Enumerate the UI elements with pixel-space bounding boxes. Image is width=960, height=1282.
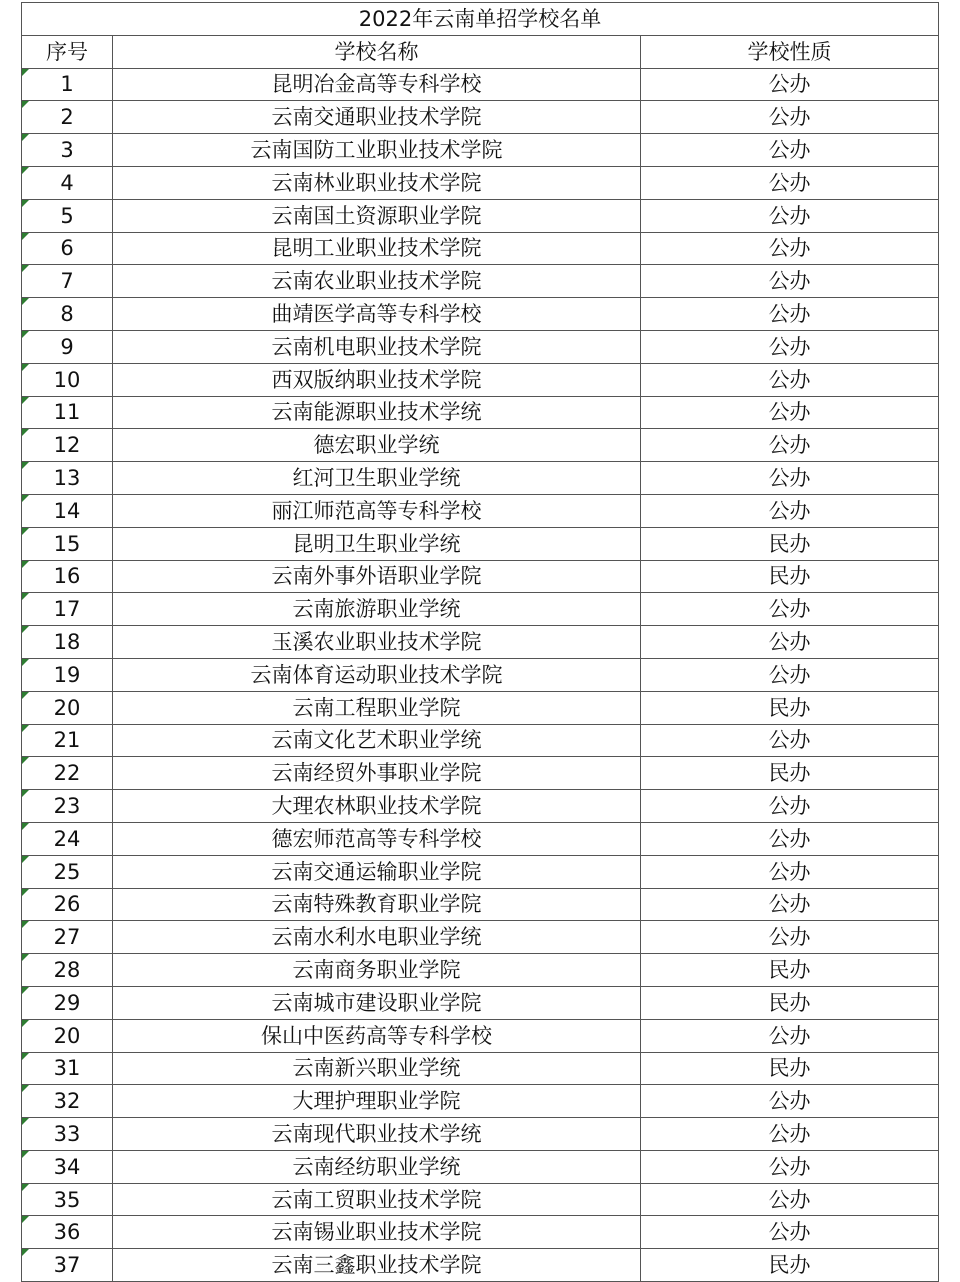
cell-number: 34 bbox=[22, 1150, 113, 1183]
cell-number: 1 bbox=[22, 68, 113, 101]
cell-school-type: 公办 bbox=[641, 888, 939, 921]
cell-school-type: 公办 bbox=[641, 1216, 939, 1249]
cell-number: 19 bbox=[22, 658, 113, 691]
table-row bbox=[22, 1052, 939, 1085]
cell-school-type: 民办 bbox=[641, 527, 939, 560]
table-row bbox=[22, 68, 939, 101]
cell-school-type: 公办 bbox=[641, 494, 939, 527]
cell-number: 20 bbox=[22, 691, 113, 724]
table-row bbox=[22, 134, 939, 167]
table-row bbox=[22, 757, 939, 790]
cell-number: 20 bbox=[22, 1019, 113, 1052]
cell-school-name: 云南新兴职业学统 bbox=[113, 1052, 641, 1085]
cell-school-type: 民办 bbox=[641, 954, 939, 987]
cell-school-type: 公办 bbox=[641, 232, 939, 265]
table-row bbox=[22, 1085, 939, 1118]
table-row bbox=[22, 626, 939, 659]
cell-school-name: 云南机电职业技术学院 bbox=[113, 330, 641, 363]
cell-school-type: 公办 bbox=[641, 363, 939, 396]
table-row bbox=[22, 494, 939, 527]
table-row bbox=[22, 986, 939, 1019]
cell-number: 29 bbox=[22, 986, 113, 1019]
cell-school-name: 昆明工业职业技术学院 bbox=[113, 232, 641, 265]
cell-school-name: 红河卫生职业学统 bbox=[113, 462, 641, 495]
cell-school-name: 云南农业职业技术学院 bbox=[113, 265, 641, 298]
table-row bbox=[22, 1216, 939, 1249]
cell-number: 12 bbox=[22, 429, 113, 462]
cell-school-type: 民办 bbox=[641, 691, 939, 724]
cell-school-name: 昆明冶金高等专科学校 bbox=[113, 68, 641, 101]
cell-number: 18 bbox=[22, 626, 113, 659]
cell-school-name: 西双版纳职业技术学院 bbox=[113, 363, 641, 396]
cell-school-name: 大理护理职业学院 bbox=[113, 1085, 641, 1118]
cell-number: 4 bbox=[22, 166, 113, 199]
cell-school-name: 云南林业职业技术学院 bbox=[113, 166, 641, 199]
table-row bbox=[22, 199, 939, 232]
table-row bbox=[22, 1183, 939, 1216]
cell-school-name: 云南国土资源职业学院 bbox=[113, 199, 641, 232]
cell-school-name: 云南现代职业技术学统 bbox=[113, 1118, 641, 1151]
table-row bbox=[22, 527, 939, 560]
cell-school-type: 公办 bbox=[641, 921, 939, 954]
table-row bbox=[22, 658, 939, 691]
cell-school-type: 公办 bbox=[641, 724, 939, 757]
cell-school-type: 公办 bbox=[641, 1183, 939, 1216]
cell-school-type: 公办 bbox=[641, 626, 939, 659]
cell-school-type: 公办 bbox=[641, 822, 939, 855]
cell-school-type: 公办 bbox=[641, 298, 939, 331]
table-row bbox=[22, 363, 939, 396]
table-row bbox=[22, 166, 939, 199]
cell-school-type: 民办 bbox=[641, 1249, 939, 1282]
table-row bbox=[22, 954, 939, 987]
table-row bbox=[22, 396, 939, 429]
table-row bbox=[22, 232, 939, 265]
table-row bbox=[22, 1118, 939, 1151]
cell-number: 21 bbox=[22, 724, 113, 757]
table-row bbox=[22, 101, 939, 134]
table-row bbox=[22, 593, 939, 626]
cell-number: 35 bbox=[22, 1183, 113, 1216]
cell-school-name: 曲靖医学高等专科学校 bbox=[113, 298, 641, 331]
cell-number: 28 bbox=[22, 954, 113, 987]
table-row bbox=[22, 560, 939, 593]
header-row bbox=[22, 35, 939, 68]
school-list-table bbox=[21, 2, 939, 1282]
cell-school-type: 公办 bbox=[641, 265, 939, 298]
cell-school-name: 云南国防工业职业技术学院 bbox=[113, 134, 641, 167]
cell-school-name: 云南工贸职业技术学院 bbox=[113, 1183, 641, 1216]
cell-school-type: 公办 bbox=[641, 166, 939, 199]
cell-school-type: 公办 bbox=[641, 658, 939, 691]
cell-number: 9 bbox=[22, 330, 113, 363]
header-school-type: 学校性质 bbox=[641, 35, 939, 68]
cell-school-name: 云南经纺职业学统 bbox=[113, 1150, 641, 1183]
cell-school-name: 云南外事外语职业学院 bbox=[113, 560, 641, 593]
header-number: 序号 bbox=[22, 35, 113, 68]
cell-number: 5 bbox=[22, 199, 113, 232]
cell-number: 3 bbox=[22, 134, 113, 167]
cell-number: 27 bbox=[22, 921, 113, 954]
cell-number: 7 bbox=[22, 265, 113, 298]
cell-school-name: 保山中医药高等专科学校 bbox=[113, 1019, 641, 1052]
cell-school-name: 云南特殊教育职业学院 bbox=[113, 888, 641, 921]
cell-number: 22 bbox=[22, 757, 113, 790]
cell-school-type: 公办 bbox=[641, 429, 939, 462]
cell-number: 33 bbox=[22, 1118, 113, 1151]
cell-school-type: 公办 bbox=[641, 1019, 939, 1052]
cell-number: 24 bbox=[22, 822, 113, 855]
cell-school-name: 云南水利水电职业学统 bbox=[113, 921, 641, 954]
cell-number: 36 bbox=[22, 1216, 113, 1249]
cell-school-type: 公办 bbox=[641, 462, 939, 495]
cell-number: 15 bbox=[22, 527, 113, 560]
cell-school-name: 云南经贸外事职业学院 bbox=[113, 757, 641, 790]
cell-number: 11 bbox=[22, 396, 113, 429]
cell-school-type: 民办 bbox=[641, 560, 939, 593]
cell-school-type: 公办 bbox=[641, 199, 939, 232]
table-row bbox=[22, 330, 939, 363]
cell-number: 25 bbox=[22, 855, 113, 888]
cell-school-type: 公办 bbox=[641, 396, 939, 429]
cell-number: 16 bbox=[22, 560, 113, 593]
cell-school-type: 民办 bbox=[641, 1052, 939, 1085]
cell-school-type: 公办 bbox=[641, 790, 939, 823]
table-row bbox=[22, 265, 939, 298]
cell-school-type: 公办 bbox=[641, 1085, 939, 1118]
cell-school-name: 玉溪农业职业技术学院 bbox=[113, 626, 641, 659]
table-row bbox=[22, 790, 939, 823]
cell-school-name: 云南文化艺术职业学统 bbox=[113, 724, 641, 757]
cell-number: 6 bbox=[22, 232, 113, 265]
cell-school-name: 云南交通运输职业学院 bbox=[113, 855, 641, 888]
cell-number: 10 bbox=[22, 363, 113, 396]
cell-school-type: 公办 bbox=[641, 101, 939, 134]
table-row bbox=[22, 429, 939, 462]
cell-number: 14 bbox=[22, 494, 113, 527]
table-title: 2022年云南单招学校名单 bbox=[22, 3, 939, 36]
table-row bbox=[22, 724, 939, 757]
cell-number: 8 bbox=[22, 298, 113, 331]
cell-school-name: 云南能源职业技术学统 bbox=[113, 396, 641, 429]
cell-number: 37 bbox=[22, 1249, 113, 1282]
cell-school-name: 云南城市建设职业学院 bbox=[113, 986, 641, 1019]
cell-school-name: 德宏职业学统 bbox=[113, 429, 641, 462]
cell-number: 23 bbox=[22, 790, 113, 823]
cell-number: 17 bbox=[22, 593, 113, 626]
table-row bbox=[22, 921, 939, 954]
table-row bbox=[22, 1019, 939, 1052]
cell-school-type: 公办 bbox=[641, 1118, 939, 1151]
cell-school-type: 公办 bbox=[641, 855, 939, 888]
table-row bbox=[22, 888, 939, 921]
cell-school-type: 公办 bbox=[641, 68, 939, 101]
cell-number: 26 bbox=[22, 888, 113, 921]
cell-school-name: 大理农林职业技术学院 bbox=[113, 790, 641, 823]
table-row bbox=[22, 691, 939, 724]
cell-school-type: 公办 bbox=[641, 134, 939, 167]
table-row bbox=[22, 1150, 939, 1183]
title-row bbox=[22, 3, 939, 36]
cell-number: 32 bbox=[22, 1085, 113, 1118]
cell-school-name: 昆明卫生职业学统 bbox=[113, 527, 641, 560]
cell-school-name: 云南锡业职业技术学院 bbox=[113, 1216, 641, 1249]
table-row bbox=[22, 298, 939, 331]
cell-school-name: 德宏师范高等专科学校 bbox=[113, 822, 641, 855]
cell-school-name: 云南工程职业学院 bbox=[113, 691, 641, 724]
table-row bbox=[22, 822, 939, 855]
cell-number: 31 bbox=[22, 1052, 113, 1085]
table-row bbox=[22, 1249, 939, 1282]
cell-number: 2 bbox=[22, 101, 113, 134]
table-row bbox=[22, 462, 939, 495]
header-school-name: 学校名称 bbox=[113, 35, 641, 68]
cell-school-name: 丽江师范高等专科学校 bbox=[113, 494, 641, 527]
cell-school-type: 公办 bbox=[641, 330, 939, 363]
cell-school-type: 公办 bbox=[641, 593, 939, 626]
cell-school-type: 民办 bbox=[641, 757, 939, 790]
cell-school-name: 云南三鑫职业技术学院 bbox=[113, 1249, 641, 1282]
table-row bbox=[22, 855, 939, 888]
cell-school-type: 公办 bbox=[641, 1150, 939, 1183]
cell-school-name: 云南交通职业技术学院 bbox=[113, 101, 641, 134]
cell-number: 13 bbox=[22, 462, 113, 495]
table-body bbox=[22, 3, 939, 1282]
cell-school-name: 云南体育运动职业技术学院 bbox=[113, 658, 641, 691]
cell-school-name: 云南商务职业学院 bbox=[113, 954, 641, 987]
cell-school-name: 云南旅游职业学统 bbox=[113, 593, 641, 626]
cell-school-type: 民办 bbox=[641, 986, 939, 1019]
